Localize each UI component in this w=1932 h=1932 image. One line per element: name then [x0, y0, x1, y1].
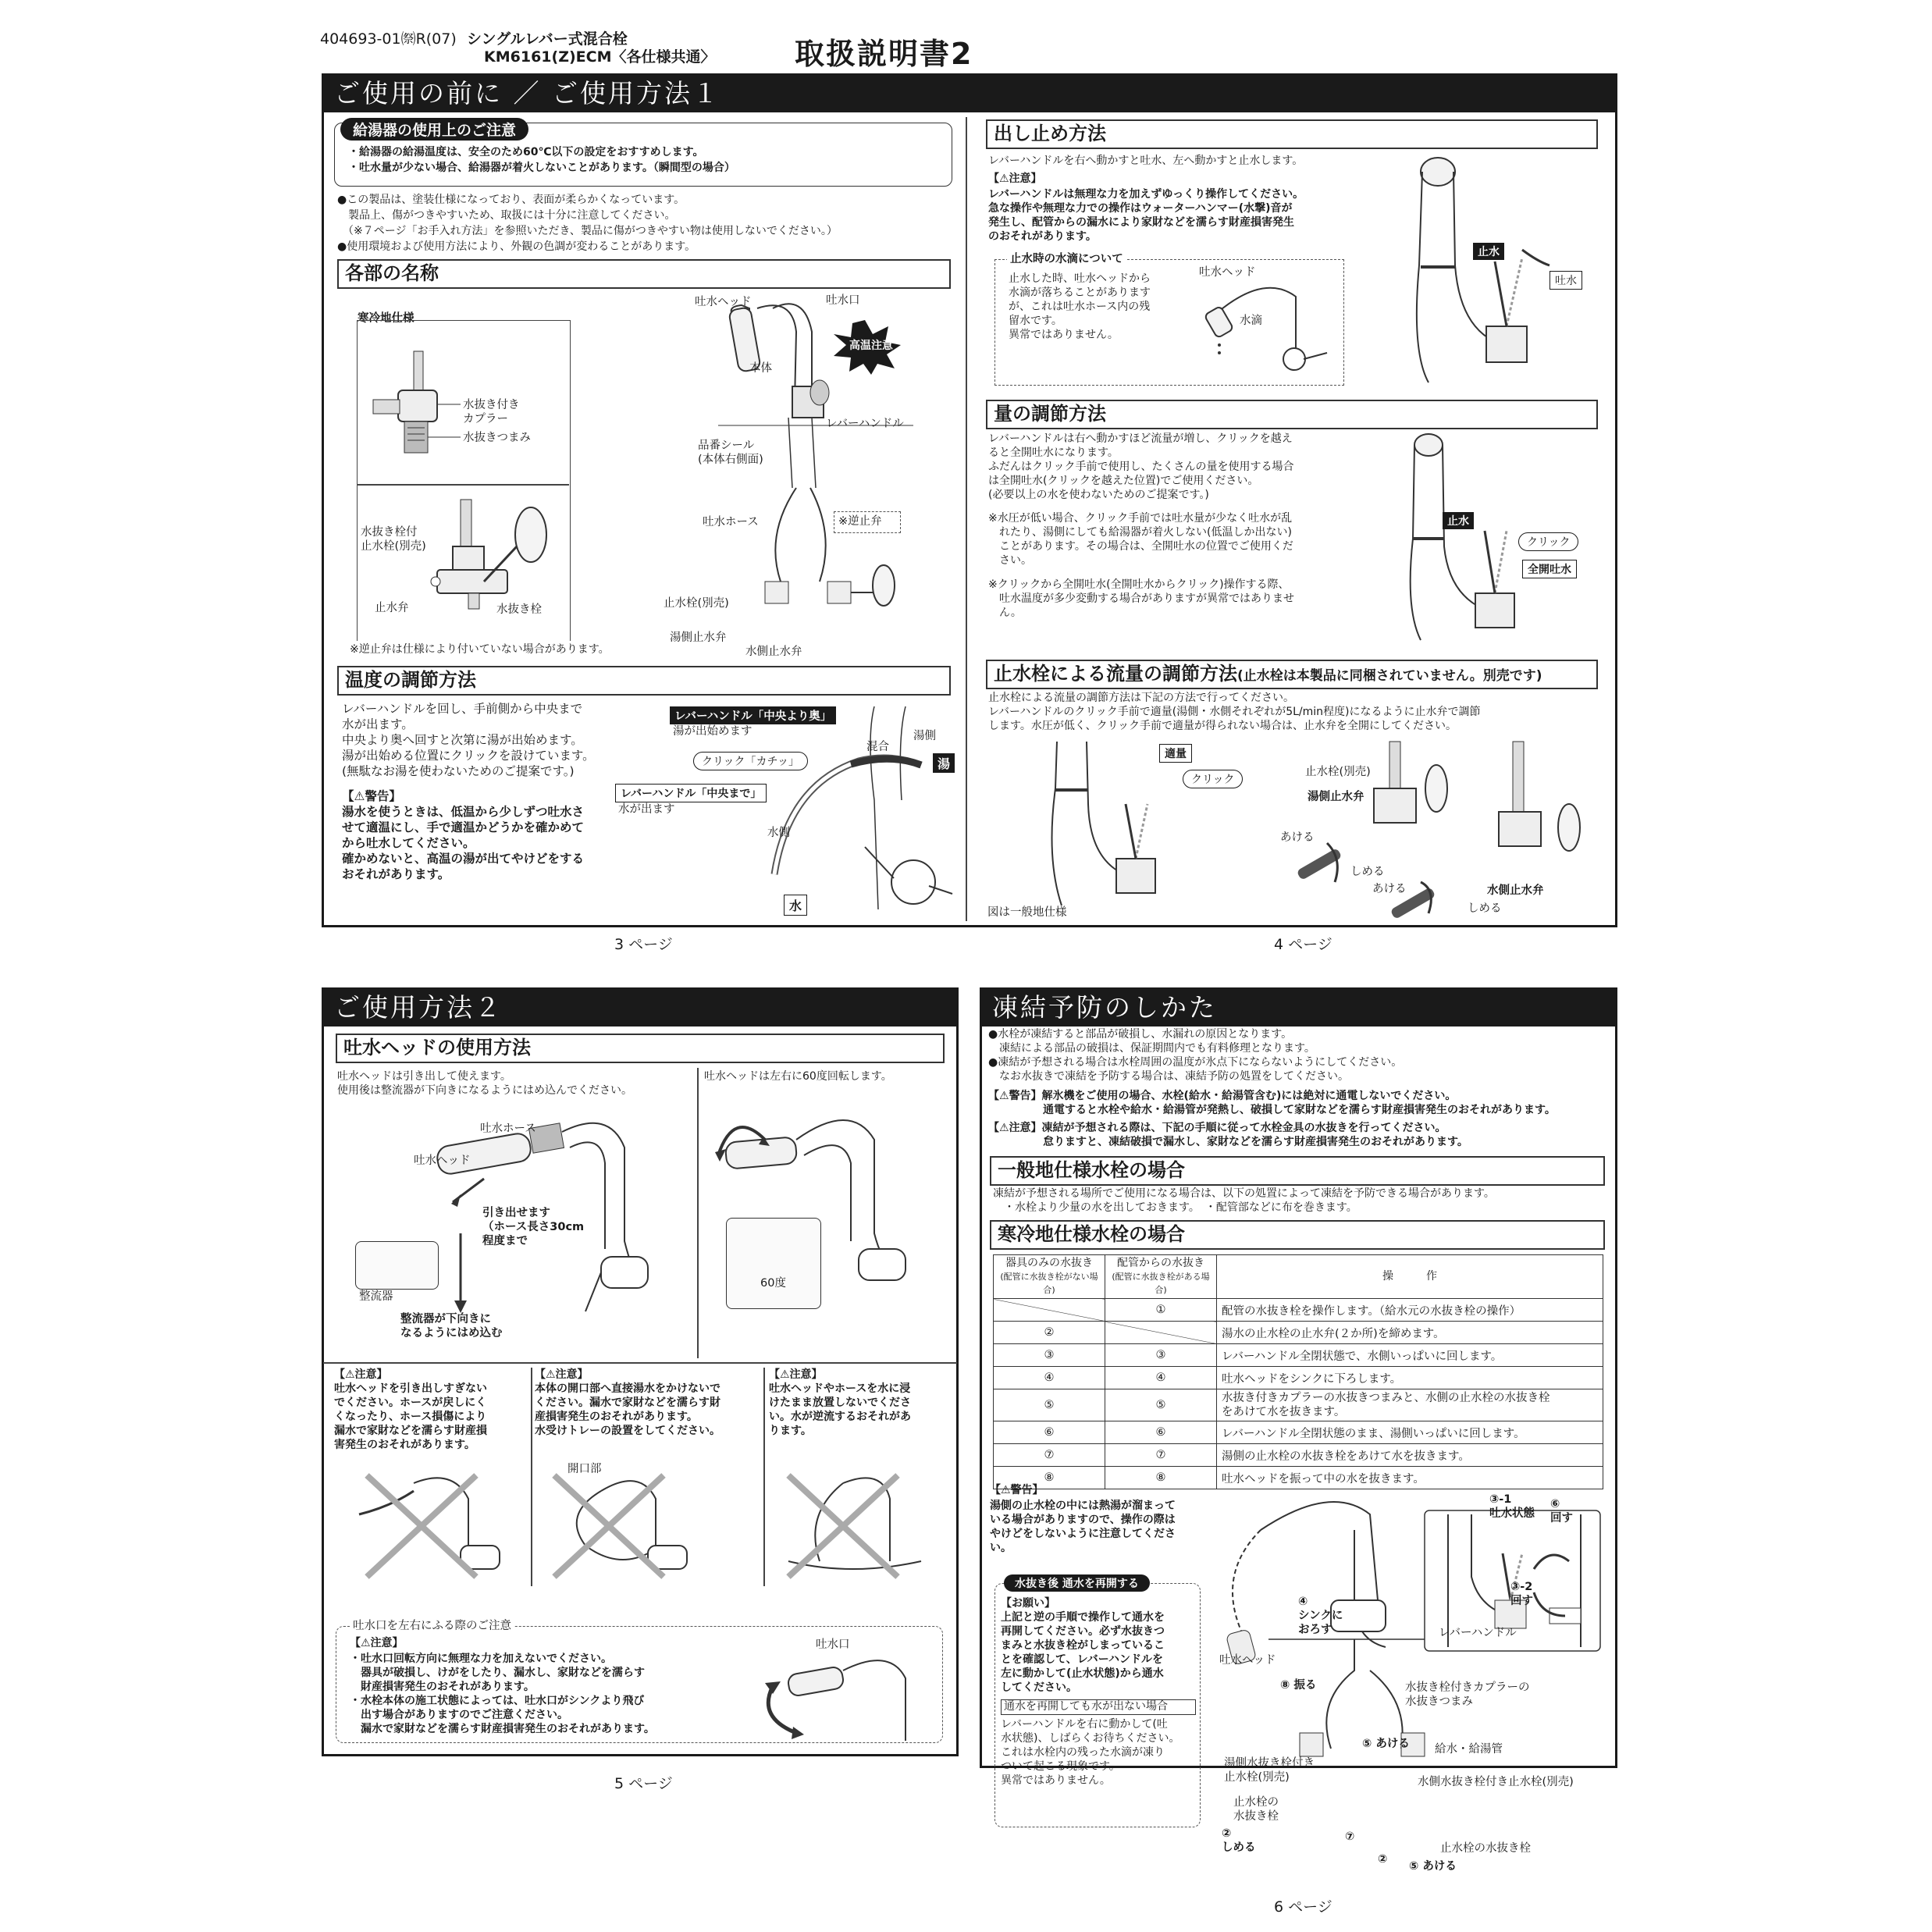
p6-warning-text: 湯側の止水栓の中には熱湯が溜まって いる場合がありますので、操作の際は やけどをしないように注意してくださ い。: [990, 1500, 1176, 1554]
row7-a: ⑦: [994, 1444, 1105, 1467]
drip-title: 止水時の水滴について: [1007, 252, 1126, 266]
note-2: 製品上、傷がつきやすいため、取扱には十分に注意してください。: [337, 209, 676, 222]
col2-head: 配管からの水抜き: [1117, 1257, 1204, 1269]
valve-title: 止水栓による流量の調節方法: [994, 663, 1237, 685]
valve-hot-label: 湯側止水弁: [1308, 791, 1364, 803]
rotate-text: 吐水ヘッドは左右に60度回転します。: [704, 1070, 892, 1083]
row5-a: ⑤: [994, 1389, 1105, 1421]
pull-text: 吐水ヘッドは引き出して使えます。 使用後は整流器が下向きになるようにはめ込んでください。: [337, 1070, 632, 1097]
drain-lever-label: レバーハンドル: [1439, 1627, 1517, 1639]
drip-drop-label: 水滴: [1240, 315, 1262, 327]
volume-tag-stop: 止水: [1443, 512, 1474, 529]
row1-op: 配管の水抜き栓を操作します。（給水元の水抜き栓の操作）: [1217, 1299, 1603, 1322]
step-5a-label: ⑤ あける: [1362, 1738, 1410, 1750]
row1-b: ①: [1105, 1299, 1217, 1322]
valve-tag-proper: 適量: [1159, 744, 1192, 763]
drain-plug-label: 水抜き栓: [496, 603, 542, 616]
step-3-2-label: ③-2 回す: [1510, 1581, 1533, 1607]
model-number: KM6161(Z)ECM〈各仕様共通〉: [484, 48, 716, 66]
heater-line-2: ・吐水量が少ない場合、給湯器が着火しないことがあります。（瞬間型の場合）: [348, 162, 735, 174]
p6-bar: 凍結予防のしかた: [981, 989, 1616, 1026]
drip-head-label: 吐水ヘッド: [1199, 266, 1256, 279]
table-row: [994, 1344, 1603, 1367]
request-head: 【お願い】: [1001, 1597, 1055, 1610]
swing-title: 吐水口を左右にふる際のご注意: [350, 1619, 514, 1633]
row3-b: ③: [1105, 1344, 1217, 1367]
parts-title: 各部の名称: [337, 259, 951, 289]
pull-hose-label: 吐水ホース: [480, 1123, 536, 1135]
rotate-inset: [726, 1218, 821, 1309]
c1-text: 吐水ヘッドを引き出しすぎない でください。ホースが戻しにく くなったり、ホース損傷により 漏水で家財などを濡らす財産損 害発生のおそれがあります。: [334, 1382, 487, 1451]
row4-a: ④: [994, 1367, 1105, 1389]
row3-op: レバーハンドル全閉状態で、水側いっぱいに回します。: [1217, 1344, 1603, 1367]
row8-op: 吐水ヘッドを振って中の水を抜きます。: [1217, 1467, 1603, 1489]
lever-label: レバーハンドル: [826, 418, 904, 430]
page-4-number: 4 ページ: [1274, 936, 1332, 953]
p5-divider-h: [323, 1362, 957, 1364]
dial-click-tag: クリック「カチッ」: [693, 752, 808, 770]
table-row: [994, 1421, 1603, 1444]
valve-close2-label: しめる: [1468, 902, 1502, 915]
step-5b-label: ⑤ あける: [1409, 1860, 1457, 1873]
valve-faucet-drawing: [1038, 742, 1187, 913]
p3-p4-divider: [966, 117, 967, 921]
row5-b: ⑤: [1105, 1389, 1217, 1421]
p6-warning-head: 【⚠警告】: [990, 1484, 1044, 1496]
coupler-knob-label: 水抜き栓付きカプラーの 水抜きつまみ: [1405, 1681, 1530, 1708]
volume-title: 量の調節方法: [986, 400, 1598, 429]
swing-head: 【⚠注意】: [350, 1637, 404, 1649]
document-title: 取扱説明書2: [795, 37, 973, 71]
step-3-1-label: ③-1 吐水状態: [1489, 1493, 1535, 1520]
cold-spec-label: 寒冷地仕様: [358, 312, 415, 325]
volume-tag-click: クリック: [1518, 532, 1578, 551]
dial-hot-tag: 湯: [933, 753, 955, 773]
valve-title-sub: (止水栓は本製品に同梱されていません。別売です): [1237, 668, 1542, 684]
cold-spec-divider: [357, 484, 569, 486]
row6-op: レバーハンドル全閉状態のまま、湯側いっぱいに回します。: [1217, 1421, 1603, 1444]
coupler-label: 水抜き付き カプラー: [463, 399, 520, 425]
valve-cold-label: 水側止水弁: [1487, 884, 1544, 897]
hot-valve-label: 湯側水抜き栓付き 止水栓(別売): [1224, 1757, 1315, 1784]
row8-a: ⑧: [994, 1467, 1105, 1489]
row2-op: 湯水の止水栓の止水弁(２か所)を締めます。: [1217, 1322, 1603, 1344]
outlet-label: 吐水口: [816, 1638, 850, 1651]
opening-label: 開口部: [568, 1463, 602, 1475]
row7-b: ⑦: [1105, 1444, 1217, 1467]
valve-title-box: [986, 660, 1598, 689]
product-type: シングルレバー式混合栓: [467, 30, 628, 48]
valve-open1-label: あける: [1280, 831, 1315, 844]
check-valve-note: ※逆止弁は仕様により付いていない場合があります。: [350, 643, 610, 656]
rotate-deg-label: 60度: [760, 1277, 786, 1290]
row1-a: [994, 1299, 1105, 1322]
table-row: [994, 1322, 1603, 1344]
dial-mix-label: 混合: [866, 741, 889, 753]
no-water-text: レバーハンドルを右に動かして(吐 水状態)、しばらくお待ちください。 これは水栓内の残った水滴が凍り ついて起こる現象です。 異常ではありません。: [1001, 1718, 1180, 1787]
valve-general-label: 図は一般地仕様: [987, 906, 1067, 919]
heater-line-1: ・給湯器の給湯温度は、安全のため60℃以下の設定をおすすめします。: [348, 146, 704, 158]
temp-title: 温度の調節方法: [337, 666, 951, 696]
c3-text: 吐水ヘッドやホースを水に浸 けたまま放置しないでくださ い。水が逆流するおそれがあ ります。: [769, 1382, 911, 1437]
col1-head: 器具のみの水抜き: [1005, 1257, 1093, 1269]
page-5-number: 5 ページ: [614, 1775, 673, 1792]
straightener-down-label: 整流器が下向きに なるようにはめ込む: [400, 1313, 503, 1340]
volume-note-2: ※クリックから全開吐水(全開吐水からクリック)操作する際、 吐水温度が多少変動する場合がありますが異常ではありませ ん。: [988, 578, 1294, 619]
page-6-number: 6 ページ: [1274, 1898, 1332, 1916]
step-6-label: ⑥ 回す: [1550, 1498, 1573, 1525]
straightener-label: 整流器: [359, 1290, 393, 1303]
freeze-intro: ●水栓が凍結すると部品が破損し、水漏れの原因となります。 凍結による部品の破損は、保証期間内でも有料修理となります。 ●凍結が予想される場合は水栓周囲の温度が氷点下にならないようにしてください。 なお水抜きで凍結を予防する場合は、凍結予防の処置をしてください。: [988, 1028, 1403, 1083]
dial-back-box-title: レバーハンドル「中央より奥」: [670, 706, 836, 724]
heater-caution-title: 給湯器の使用上のご注意: [340, 118, 528, 141]
step-8-label: ⑧ 振る: [1280, 1679, 1317, 1692]
note-4: ●使用環境および使用方法により、外観の色調が変わることがあります。: [337, 240, 696, 253]
coupler-drawing: [367, 336, 476, 476]
flow-caution-head: 【⚠注意】: [988, 173, 1042, 185]
freeze-warn: 【⚠警告】解氷機をご使用の場合、水栓(給水・給湯管含む)には絶対に通電しないでください。 通電すると水栓や給水・給湯管が発熱し、破損して家財などを濡らす財産損害発生のおそれがあります。: [988, 1090, 1556, 1116]
row4-op: 吐水ヘッドをシンクに下ろします。: [1217, 1367, 1603, 1389]
row7-op: 湯側の止水栓の水抜き栓をあけて水を抜きます。: [1217, 1444, 1603, 1467]
table-row: [994, 1367, 1603, 1389]
table-row: [994, 1389, 1603, 1421]
stop-valve-drain-label: 水抜き栓付 止水栓(別売): [361, 526, 426, 553]
check-valve-label: ※逆止弁: [838, 515, 882, 528]
note-3: （※７ページ「お手入れ方法」を参照いただき、製品に傷がつきやすい物は使用しないでください。）: [337, 225, 838, 237]
hot-stop-label: 湯側止水弁: [670, 632, 727, 644]
valve-close1-label: しめる: [1350, 866, 1385, 878]
dial-cold-side-label: 水側: [767, 827, 790, 839]
valve-drain-short-label: 止水栓の 水抜き栓: [1233, 1796, 1279, 1823]
dial-hot-side-label: 湯側: [913, 730, 936, 742]
knob-label: 水抜きつまみ: [463, 432, 531, 444]
valve-tag-click: クリック: [1183, 770, 1243, 788]
c2-text: 本体の開口部へ直接湯水をかけないで ください。漏水で家財などを濡らす財 産損害発生のおそれがあります。 水受けトレーの設置をしてください。: [535, 1382, 720, 1437]
temp-warning-head: 【⚠警告】: [342, 789, 401, 803]
flow-tag-out: 吐水: [1550, 271, 1582, 290]
straightener-inset: [355, 1241, 439, 1290]
p3-bar: ご使用の前に ／ ご使用方法１: [323, 75, 1616, 112]
row5-op: 水抜き付きカプラーの水抜きつまみと、水側の止水栓の水抜き栓 をあけて水を抜きます。: [1217, 1389, 1603, 1421]
hot-caution-label: 高温注意: [849, 340, 893, 352]
general-title: 一般地仕様水栓の場合: [990, 1156, 1605, 1186]
flow-faucet-drawing: [1405, 148, 1546, 390]
flow-caution-text: レバーハンドルは無理な力を加えずゆっくり操作してください。 急な操作や無理な力での操作はウォーターハンマー(水撃)音が 発生し、配管からの漏水により家財などを濡らす財産損害発生 のおそれがあります。: [988, 188, 1304, 243]
c3-head: 【⚠注意】: [769, 1368, 823, 1381]
cold-valve-label: 水側水抜き栓付き止水栓(別売): [1418, 1776, 1574, 1788]
volume-tag-full: 全開吐水: [1522, 560, 1577, 578]
col3-head: 操 作: [1217, 1255, 1603, 1299]
step-4-label: ④ シンクに おろす: [1298, 1596, 1343, 1636]
dial-cold-tag: 水: [784, 895, 807, 916]
hose-label: 吐水ホース: [703, 516, 759, 528]
spout-outlet-label: 吐水口: [826, 294, 860, 307]
col1-sub: (配管に水抜き栓がない場合): [1000, 1272, 1098, 1295]
table-row: [994, 1299, 1603, 1322]
row2-b: [1105, 1322, 1217, 1344]
doc-number: 404693-01㉀R(07): [320, 30, 457, 48]
drip-text: 止水した時、吐水ヘッドから 水滴が落ちることがあります が、これは吐水ホース内の残 留水です。 異常ではありません。: [1009, 272, 1151, 341]
cold-title: 寒冷地仕様水栓の場合: [990, 1220, 1605, 1250]
step-7-label: ⑦: [1345, 1831, 1355, 1843]
valve-drain-label: 止水栓の水抜き栓: [1440, 1842, 1531, 1855]
row2-a: ②: [994, 1322, 1105, 1344]
valve-stop-label: 止水栓(別売): [1305, 766, 1371, 778]
pull-range-label: 引き出せます （ホース長さ30cm 程度まで: [482, 1207, 585, 1247]
dial-center-box-title: レバーハンドル「中央まで」: [615, 784, 767, 802]
valve-text: 止水栓による流量の調節方法は下記の方法で行ってください。 レバーハンドルのクリック手前で適量(湯側・水側それぞれが5L/min程度)になるように止水弁で調節 します。水圧が低く、クリック手前で適量が得られない場合は、止水弁を全開にしてください。: [988, 692, 1481, 732]
volume-text: レバーハンドルは右へ動かすほど流量が増し、クリックを越え ると全開吐水になります。 ふだんはクリック手前で使用し、たくさんの量を使用する場合 は全開吐水(クリックを越えた位置)でご使用ください。 (必要以上の水を使わないためのご提案です。): [988, 432, 1294, 501]
row4-b: ④: [1105, 1367, 1217, 1389]
body-label: 本体: [749, 362, 772, 375]
stop-valve-ben-label: 止水弁: [375, 602, 409, 614]
pipe-label: 給水・給湯管: [1435, 1743, 1503, 1756]
col2-sub: (配管に水抜き栓がある場合): [1112, 1272, 1210, 1295]
no-water-title: 通水を再開しても水が出ない場合: [1004, 1700, 1168, 1713]
drip-drawing: [1202, 281, 1343, 375]
resume-pill: 水抜き後 通水を再開する: [1004, 1574, 1150, 1592]
row6-b: ⑥: [1105, 1421, 1217, 1444]
flow-text: レバーハンドルを右へ動かすと吐水、左へ動かすと止水します。: [988, 155, 1304, 167]
temp-warning-text: 湯水を使うときは、低温から少しずつ吐水さ せて適温にし、手で適温かどうかを確かめて から吐水してください。 確かめないと、高温の湯が出てやけどをする おそれがあります。: [342, 805, 585, 881]
pull-head-label: 吐水ヘッド: [414, 1155, 471, 1167]
temp-text: レバーハンドルを回し、手前側から中央まで 水が出ます。 中央より奥へ回すと次第に湯が出始めます。 湯が出始める位置にクリックを設けています。 (無駄なお湯を使わないためのご提案です。): [342, 702, 595, 778]
table-row: [994, 1444, 1603, 1467]
flow-tag-stop: 止水: [1473, 243, 1504, 260]
c1-head: 【⚠注意】: [334, 1368, 388, 1381]
part-seal-label: 品番シール (本体右側面): [698, 439, 763, 466]
row3-a: ③: [994, 1344, 1105, 1367]
request-text: 上記と逆の手順で操作して通水を 再開してください。必ず水抜きつ まみと水抜き栓がしまっているこ とを確認して、レバーハンドルを 左に動かして(止水状態)から通水 してください。: [1001, 1611, 1165, 1694]
caution-drawings: [351, 1468, 937, 1585]
flow-title: 出し止め方法: [986, 119, 1598, 149]
valve-open2-label: あける: [1372, 883, 1407, 895]
step-2b-label: ②: [1378, 1853, 1388, 1866]
volume-note-1: ※水圧が低い場合、クリック手前では吐水量が少なく吐水が乱 れたり、湯側にしても給湯器が着火しない(低温しか出ない) ことがあります。その場合は、全開吐水の位置でご使用くだ さい。: [988, 512, 1293, 567]
c2-head: 【⚠注意】: [535, 1368, 589, 1381]
drain-diagram: [1214, 1483, 1612, 1764]
stop-valve-sold-label: 止水栓(別売): [664, 597, 729, 610]
swing-drawing: [749, 1655, 929, 1749]
note-1: ●この製品は、塗装仕様になっており、表面が柔らかくなっています。: [337, 194, 685, 206]
general-text: 凍結が予想される場所でご使用になる場合は、以下の処置によって凍結を予防できる場合があります。 ・水栓より少量の水を出しておきます。 ・配管部などに布を巻きます。: [993, 1187, 1495, 1214]
p5-bar: ご使用方法２: [323, 989, 957, 1026]
drain-head-label: 吐水ヘッド: [1219, 1654, 1276, 1667]
drain-steps-table: [993, 1254, 1603, 1489]
row8-b: ⑧: [1105, 1467, 1217, 1489]
row6-a: ⑥: [994, 1421, 1105, 1444]
head-usage-title: 吐水ヘッドの使用方法: [336, 1034, 945, 1063]
swing-text: ・吐水口回転方向に無理な力を加えないでください。 器具が破損し、けがをしたり、漏水し、家財などを濡らす 財産損害発生のおそれがあります。 ・水栓本体の施工状態によっては、吐水口がシンクより飛び 出す場合がありますのでご注意ください。 漏水で家財などを濡らす財産損害発生のおそれがあります。: [350, 1653, 655, 1735]
dial-center-box-sub: 水が出ます: [618, 803, 675, 816]
step-2-label: ② しめる: [1222, 1827, 1256, 1854]
spout-head-label: 吐水ヘッド: [695, 296, 752, 308]
page-3-number: 3 ページ: [614, 936, 673, 953]
p5-divider-v: [697, 1068, 699, 1358]
volume-faucet-drawing: [1397, 429, 1538, 648]
cold-stop-label: 水側止水弁: [745, 646, 802, 658]
dial-back-box-sub: 湯が出始めます: [673, 725, 753, 738]
freeze-caution: 【⚠注意】凍結が予想される際は、下記の手順に従って水栓金具の水抜きを行ってください。 怠りますと、凍結破損で漏水し、家財などを濡らす財産損害発生のおそれがあります。: [988, 1122, 1468, 1148]
